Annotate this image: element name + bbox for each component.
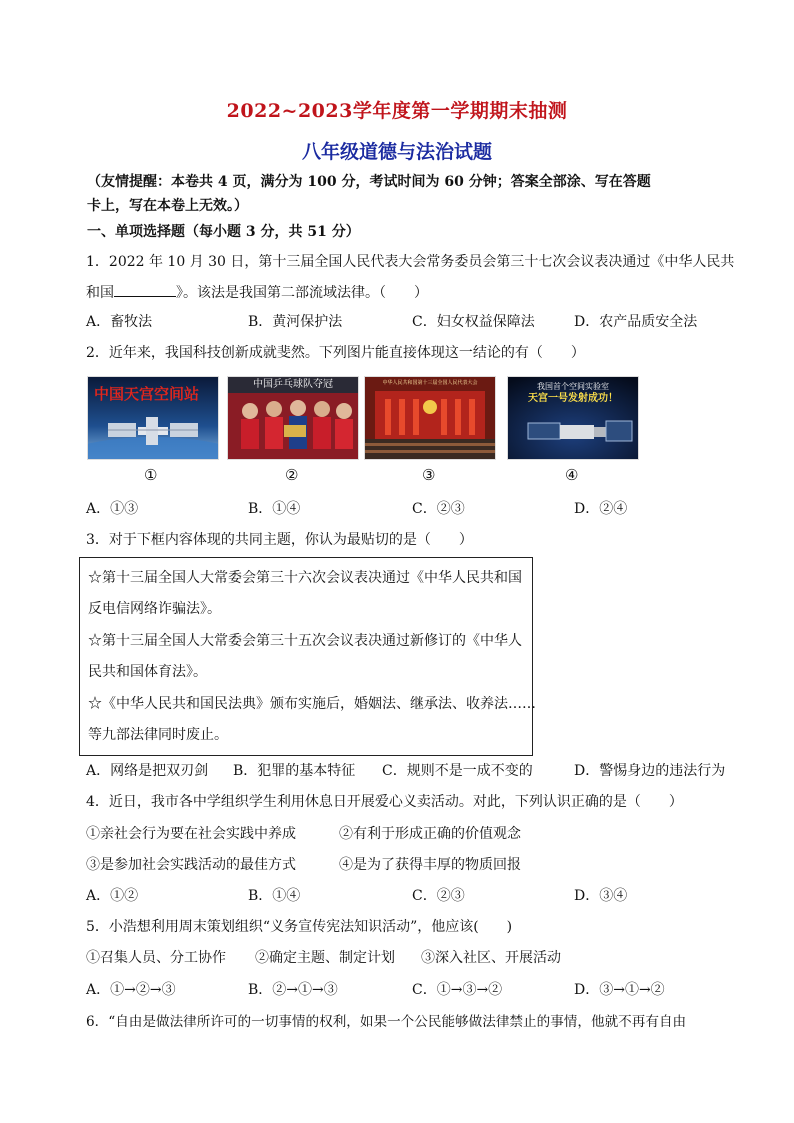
q2-image-3-caption: ③ — [422, 466, 436, 484]
q1-option-a: A．畜牧法 — [86, 314, 153, 330]
q3-stem: 3．对于下框内容体现的共同主题，你认为最贴切的是（ ） — [86, 532, 473, 548]
q5-item-2: ②确定主题、制定计划 — [255, 950, 395, 966]
q2-image-2-banner: 中国乒乓球队夺冠 — [253, 379, 333, 390]
q3-box-line-6: 等九部法律同时废止。 — [88, 727, 228, 743]
q1-stem-post: 》。该法是我国第二部流域法律。（ ） — [176, 285, 428, 301]
q4-item-4: ④是为了获得丰厚的物质回报 — [339, 857, 521, 873]
q1-stem-line-1: 1．2022 年 10 月 30 日，第十三届全国人民代表大会常务委员会第三十七次会议表决通过《中华人民共 — [86, 254, 735, 270]
q2-image-pingpong-team — [227, 376, 359, 460]
q1-option-c: C．妇女权益保障法 — [412, 314, 535, 330]
q5-option-a: A．①→②→③ — [86, 982, 176, 998]
q5-item-1: ①召集人员、分工协作 — [86, 950, 226, 966]
q4-option-b: B．①④ — [248, 888, 301, 904]
q1-option-d: D．农产品质安全法 — [574, 314, 698, 330]
q3-option-d: D．警惕身边的违法行为 — [574, 763, 726, 779]
q3-box-line-1: ☆第十三届全国人大常委会第三十六次会议表决通过《中华人民共和国 — [88, 570, 522, 586]
q1-stem-line-2 — [86, 282, 428, 303]
q4-option-a: A．①② — [86, 888, 139, 904]
q3-option-c: C．规则不是一成不变的 — [382, 763, 533, 779]
q4-option-d: D．③④ — [574, 888, 628, 904]
q3-box-line-3: ☆第十三届全国人大常委会第三十五次会议表决通过新修订的《中华人 — [88, 633, 522, 649]
q3-box-line-2: 反电信网络诈骗法》。 — [88, 601, 221, 617]
q4-item-1: ①亲社会行为要在社会实践中养成 — [86, 826, 296, 842]
q4-stem: 4．近日，我市各中学组织学生利用休息日开展爱心义卖活动。对此，下列认识正确的是（ ） — [86, 794, 683, 810]
q5-stem: 5．小浩想利用周末策划组织“义务宣传宪法知识活动”，他应该( ) — [86, 919, 513, 935]
q6-stem: 6．“自由是做法律所许可的一切事情的权利，如果一个公民能够做法律禁止的事情，他就不再有自由 — [86, 1014, 687, 1030]
notice-line-2: 卡上，写在本卷上无效。） — [87, 198, 248, 214]
q2-image-space-station — [87, 376, 219, 460]
q2-option-d: D．②④ — [574, 501, 628, 517]
q3-box-line-5: ☆《中华人民共和国民法典》颁布实施后，婚姻法、继承法、收养法…… — [88, 696, 536, 712]
q2-stem: 2．近年来，我国科技创新成就斐然。下列图片能直接体现这一结论的有（ ） — [86, 345, 585, 361]
answer-blank — [114, 282, 176, 297]
q4-item-3: ③是参加社会实践活动的最佳方式 — [86, 857, 296, 873]
q5-option-d: D．③→①→② — [574, 982, 665, 998]
q2-image-4-caption: ④ — [565, 466, 579, 484]
q2-image-2-caption: ② — [285, 466, 299, 484]
q5-option-b: B．②→①→③ — [248, 982, 338, 998]
q1-stem-pre: 和国 — [86, 285, 114, 301]
notice-line-1: （友情提醒：本卷共 4 页，满分为 100 分，考试时间为 60 分钟；答案全部涂、写在答题 — [87, 174, 651, 190]
q2-option-b: B．①④ — [248, 501, 301, 517]
q2-option-a: A．①③ — [86, 501, 139, 517]
q2-image-1-banner: 中国天宫空间站 — [94, 385, 200, 403]
q2-image-4-banner-line-2: 天宫一号发射成功！ — [528, 393, 618, 404]
q2-image-tiangong-1 — [507, 376, 639, 460]
q4-option-c: C．②③ — [412, 888, 465, 904]
exam-title: 2022~2023学年度第一学期期末抽测 — [226, 100, 568, 122]
q2-image-4-banner-line-1: 我国首个空间实验室 — [537, 382, 609, 391]
q2-image-3-banner: 中华人民共和国第十三届全国人民代表大会 — [382, 380, 478, 386]
exam-subtitle: 八年级道德与法治试题 — [301, 141, 492, 163]
q3-option-a: A．网络是把双刃剑 — [86, 763, 209, 779]
q2-image-1-caption: ① — [144, 466, 158, 484]
q2-image-npc-hall — [364, 376, 496, 460]
q2-option-c: C．②③ — [412, 501, 465, 517]
q1-option-b: B．黄河保护法 — [248, 314, 343, 330]
q4-item-2: ②有利于形成正确的价值观念 — [339, 826, 521, 842]
section-heading: 一、单项选择题（每小题 3 分，共 51 分） — [87, 224, 360, 240]
q3-option-b: B．犯罪的基本特征 — [233, 763, 356, 779]
q5-option-c: C．①→③→② — [412, 982, 503, 998]
q5-item-3: ③深入社区、开展活动 — [421, 950, 561, 966]
q3-box-line-4: 民共和国体育法》。 — [88, 664, 207, 680]
